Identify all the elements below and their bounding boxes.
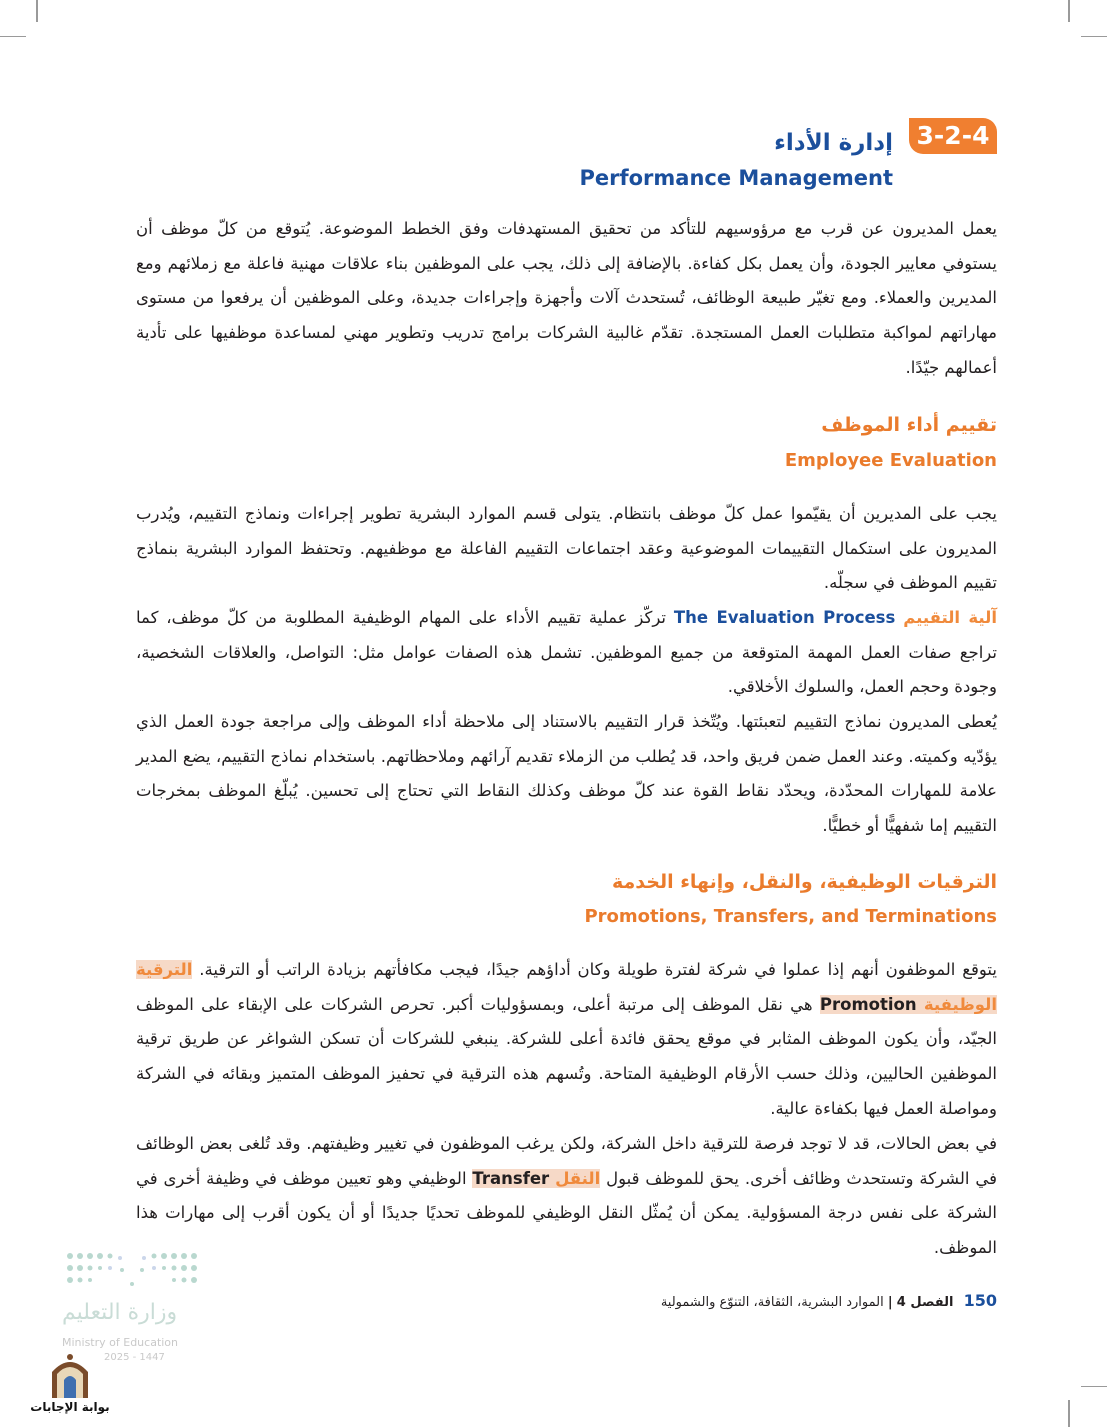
page-footer bbox=[661, 1291, 997, 1310]
transfer-term-english: Transfer bbox=[472, 1168, 550, 1188]
promotion-term-arabic: الترقية الوظيفية bbox=[136, 960, 997, 1014]
evaluation-paragraph-3: يُعطى المديرون نماذج التقييم لتعبئتها. ويُتّخذ قرار التقييم بالاستناد إلى ملاحظة أداء الموظف وإلى مراجعة جودة العمل الذي يؤدّيه وكميته. وعند العمل ضمن فريق واحد، قد يُطلب من الزملاء تقديم آرائهم وملاحظاتهم. باستخدام نماذج التقييم، يضع المدير علامة للمهارات المحدّدة، ويحدّد نقاط القوة عند كلّ موظف وكذلك النقاط التي تحتاج إلى تحسين. يُبلّغ الموظف بمخرجات التقييم إما شفهيًّا أو خطيًّا. bbox=[136, 712, 997, 836]
transfer-term-arabic: النقل bbox=[555, 1168, 601, 1188]
ministry-name-english: Ministry of Education bbox=[62, 1336, 179, 1349]
transfer-paragraph bbox=[136, 1127, 997, 1266]
ministry-year: 2025 - 1447 bbox=[104, 1352, 165, 1363]
intro-paragraph: يعمل المديرون عن قرب مع مرؤوسيهم للتأكد من تحقيق المستهدفات وفق الخطط الموضوعة. يُتوقع من كلّ موظف أن يستوفي معايير الجودة، وأن يعمل بكل كفاءة. بالإضافة إلى ذلك، يجب على الموظفين بناء علاقات مهنية فاعلة مع زملائهم ومع المديرين والعملاء. ومع تغيّر طبيعة الوظائف، تُستحدث آلات وأجهزة وإجراءات جديدة، وعلى الموظفين أن يرفعوا من مستوى مهاراتهم لمواكبة متطلبات العمل المستجدة. تقدّم غالبية الشركات برامج تدريب وتطوير مهني لمساعدة موظفيها على تأدية أعمالهم جيّدًا. bbox=[136, 219, 997, 377]
evaluation-heading-english: Employee Evaluation bbox=[784, 450, 997, 471]
evaluation-paragraph-1: يجب على المديرين أن يقيّموا عمل كلّ موظف بانتظام. يتولى قسم الموارد البشرية تطوير إجراءات ونماذج التقييم، ويُدرب المديرون على استكمال التقييمات الموضوعية وعقد اجتماعات التقييم الفاعلة مع موظفيهم. وتحتفظ الموارد البشرية بنماذج تقييم الموظف في سجلّه. bbox=[136, 504, 997, 593]
footer-separator: | bbox=[887, 1295, 893, 1310]
section-heading bbox=[557, 118, 997, 198]
evaluation-process-text: تركّز عملية تقييم الأداء على المهام الوظيفية المطلوبة من كلّ موظف، كما تراجع صفات العمل المهمة المتوقعة من جميع الموظفين. تشمل هذه الصفات عوامل مثل: التواصل، والعلاقات الشخصية، وجودة وحجم العمل، والسلوك الأخلاقي. bbox=[136, 608, 997, 697]
section-title-arabic: إدارة الأداء bbox=[774, 130, 893, 156]
promotions-heading-arabic: الترقيات الوظيفية، والنقل، وإنهاء الخدمة bbox=[611, 871, 997, 893]
transfer-text-b: الوظيفي وهو تعيين موظف في وظيفة أخرى في الشركة على نفس درجة المسؤولية. يمكن أن يُمثّل النقل الوظيفي للموظف تحديًا جديدًا أو أن يكون أقرب إلى مهارات هذا الموظف. bbox=[136, 1168, 997, 1258]
chapter-number: الفصل 4 bbox=[896, 1295, 954, 1310]
section-number-badge: 3-2-4 bbox=[909, 118, 997, 154]
crop-mark bbox=[1068, 0, 1070, 22]
crop-mark bbox=[1081, 1386, 1107, 1387]
evaluation-process-term-english: The Evaluation Process bbox=[673, 608, 896, 627]
section-title-english: Performance Management bbox=[579, 166, 893, 190]
promotion-paragraph bbox=[136, 953, 997, 1127]
evaluation-process-paragraph bbox=[136, 601, 997, 705]
promotion-term-english: Promotion bbox=[819, 994, 917, 1014]
crop-mark bbox=[36, 0, 38, 22]
ministry-logo-icon bbox=[62, 1248, 202, 1294]
evaluation-heading-arabic: تقييم أداء الموظف bbox=[821, 414, 997, 436]
promotions-heading-english: Promotions, Transfers, and Terminations bbox=[584, 906, 997, 927]
answers-gate-badge bbox=[30, 1350, 110, 1422]
evaluation-process-term-arabic: آلية التقييم bbox=[903, 608, 998, 627]
crop-mark bbox=[1068, 1400, 1070, 1427]
chapter-title: الموارد البشرية، الثقافة، التنوّع والشمولية bbox=[660, 1295, 884, 1310]
gate-emblem-icon bbox=[30, 1350, 110, 1400]
transfer-term-highlight bbox=[472, 1169, 600, 1188]
promotion-text-a: يتوقع الموظفون أنهم إذا عملوا في شركة لفترة طويلة وكان أداؤهم جيدًا، فيجب مكافأتهم بزيادة الراتب أو الترقية. bbox=[199, 960, 997, 979]
ministry-name-arabic: وزارة التعليم bbox=[62, 1300, 178, 1325]
crop-mark bbox=[0, 36, 26, 37]
transfer-text-a: في بعض الحالات، قد لا توجد فرصة للترقية داخل الشركة، ولكن يرغب الموظفون في تغيير وظيفتهم. وقد تُلغى بعض الوظائف في الشركة وتستحدث وظائف أخرى. يحق للموظف قبول bbox=[136, 1134, 997, 1188]
crop-mark bbox=[1081, 36, 1107, 37]
gate-label: بوابة الإجابات bbox=[30, 1400, 110, 1414]
promotion-text-b: هي نقل الموظف إلى مرتبة أعلى، وبمسؤوليات أكبر. تحرص الشركات على الإبقاء على الموظف الجيّد، وأن يكون الموظف المثابر في موقع يحقق فائدة أعلى للشركة. ينبغي للشركات أن تسكن الشواغر عن طريق ترقية الموظفين الحاليين، وذلك حسب الأرقام الوظيفية المتاحة. وتُسهم هذه الترقية في تحفيز الموظف المتميز وبقائه في الشركة ومواصلة العمل فيها بكفاءة عالية. bbox=[136, 994, 997, 1118]
page-number: 150 bbox=[963, 1291, 997, 1310]
